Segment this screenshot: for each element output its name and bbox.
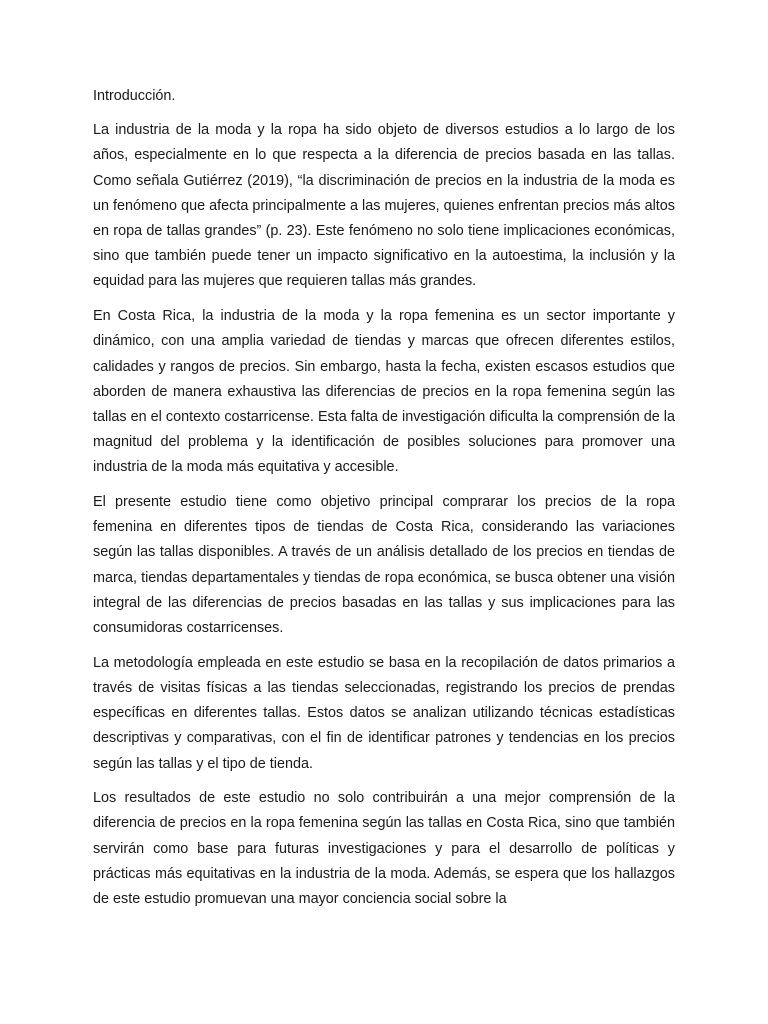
paragraph-2: En Costa Rica, la industria de la moda y la ropa femenina es un sector importante y dinámico, con una amplia variedad de tiendas y marcas que ofrecen diferentes estilos, calidades y rangos de precios. Sin embargo, hasta la fecha, existen escasos estudios que aborden de manera exhaustiva las diferencias de precios en la ropa femenina según las tallas en el contexto costarricense. Esta falta de investigación dificulta la comprensión de la magnitud del problema y la identificación de posibles soluciones para promover una industria de la moda más equitativa y accesible. [93,308,675,476]
paragraph-5: Los resultados de este estudio no solo contribuirán a una mejor comprensión de la diferencia de precios en la ropa femenina según las tallas en Costa Rica, sino que también servirán como base para futuras investigaciones y para el desarrollo de políticas y prácticas más equitativas en la industria de la moda. Además, se espera que los hallazgos de este estudio promuevan una mayor conciencia social sobre la [93,790,675,908]
paragraph-1: La industria de la moda y la ropa ha sido objeto de diversos estudios a lo largo de los años, especialmente en lo que respecta a la diferencia de precios basada en las tallas. Como señala Gutiérrez (2019), “la discriminación de precios en la industria de la moda es un fenómeno que afecta principalmente a las mujeres, quienes enfrentan precios más altos en ropa de tallas grandes” (p. 23). Este fenómeno no solo tiene implicaciones económicas, sino que también puede tener un impacto significativo en la autoestima, la inclusión y la equidad para las mujeres que requieren tallas más grandes. [93,122,675,290]
paragraph-4: La metodología empleada en este estudio se basa en la recopilación de datos primarios a través de visitas físicas a las tiendas seleccionadas, registrando los precios de prendas específicas en diferentes tallas. Estos datos se analizan utilizando técnicas estadísticas descriptivas y comparativas, con el fin de identificar patrones y tendencias en los precios según las tallas y el tipo de tienda. [93,654,675,772]
paragraph-3: El presente estudio tiene como objetivo principal comprarar los precios de la ropa femenina en diferentes tipos de tiendas de Costa Rica, considerando las variaciones según las tallas disponibles. A través de un análisis detallado de los precios en tiendas de marca, tiendas departamentales y tiendas de ropa económica, se busca obtener una visión integral de las diferencias de precios basadas en las tallas y sus implicaciones para las consumidoras costarricenses. [93,494,675,637]
document-page [93,84,675,922]
section-heading: Introducción. [93,88,176,104]
